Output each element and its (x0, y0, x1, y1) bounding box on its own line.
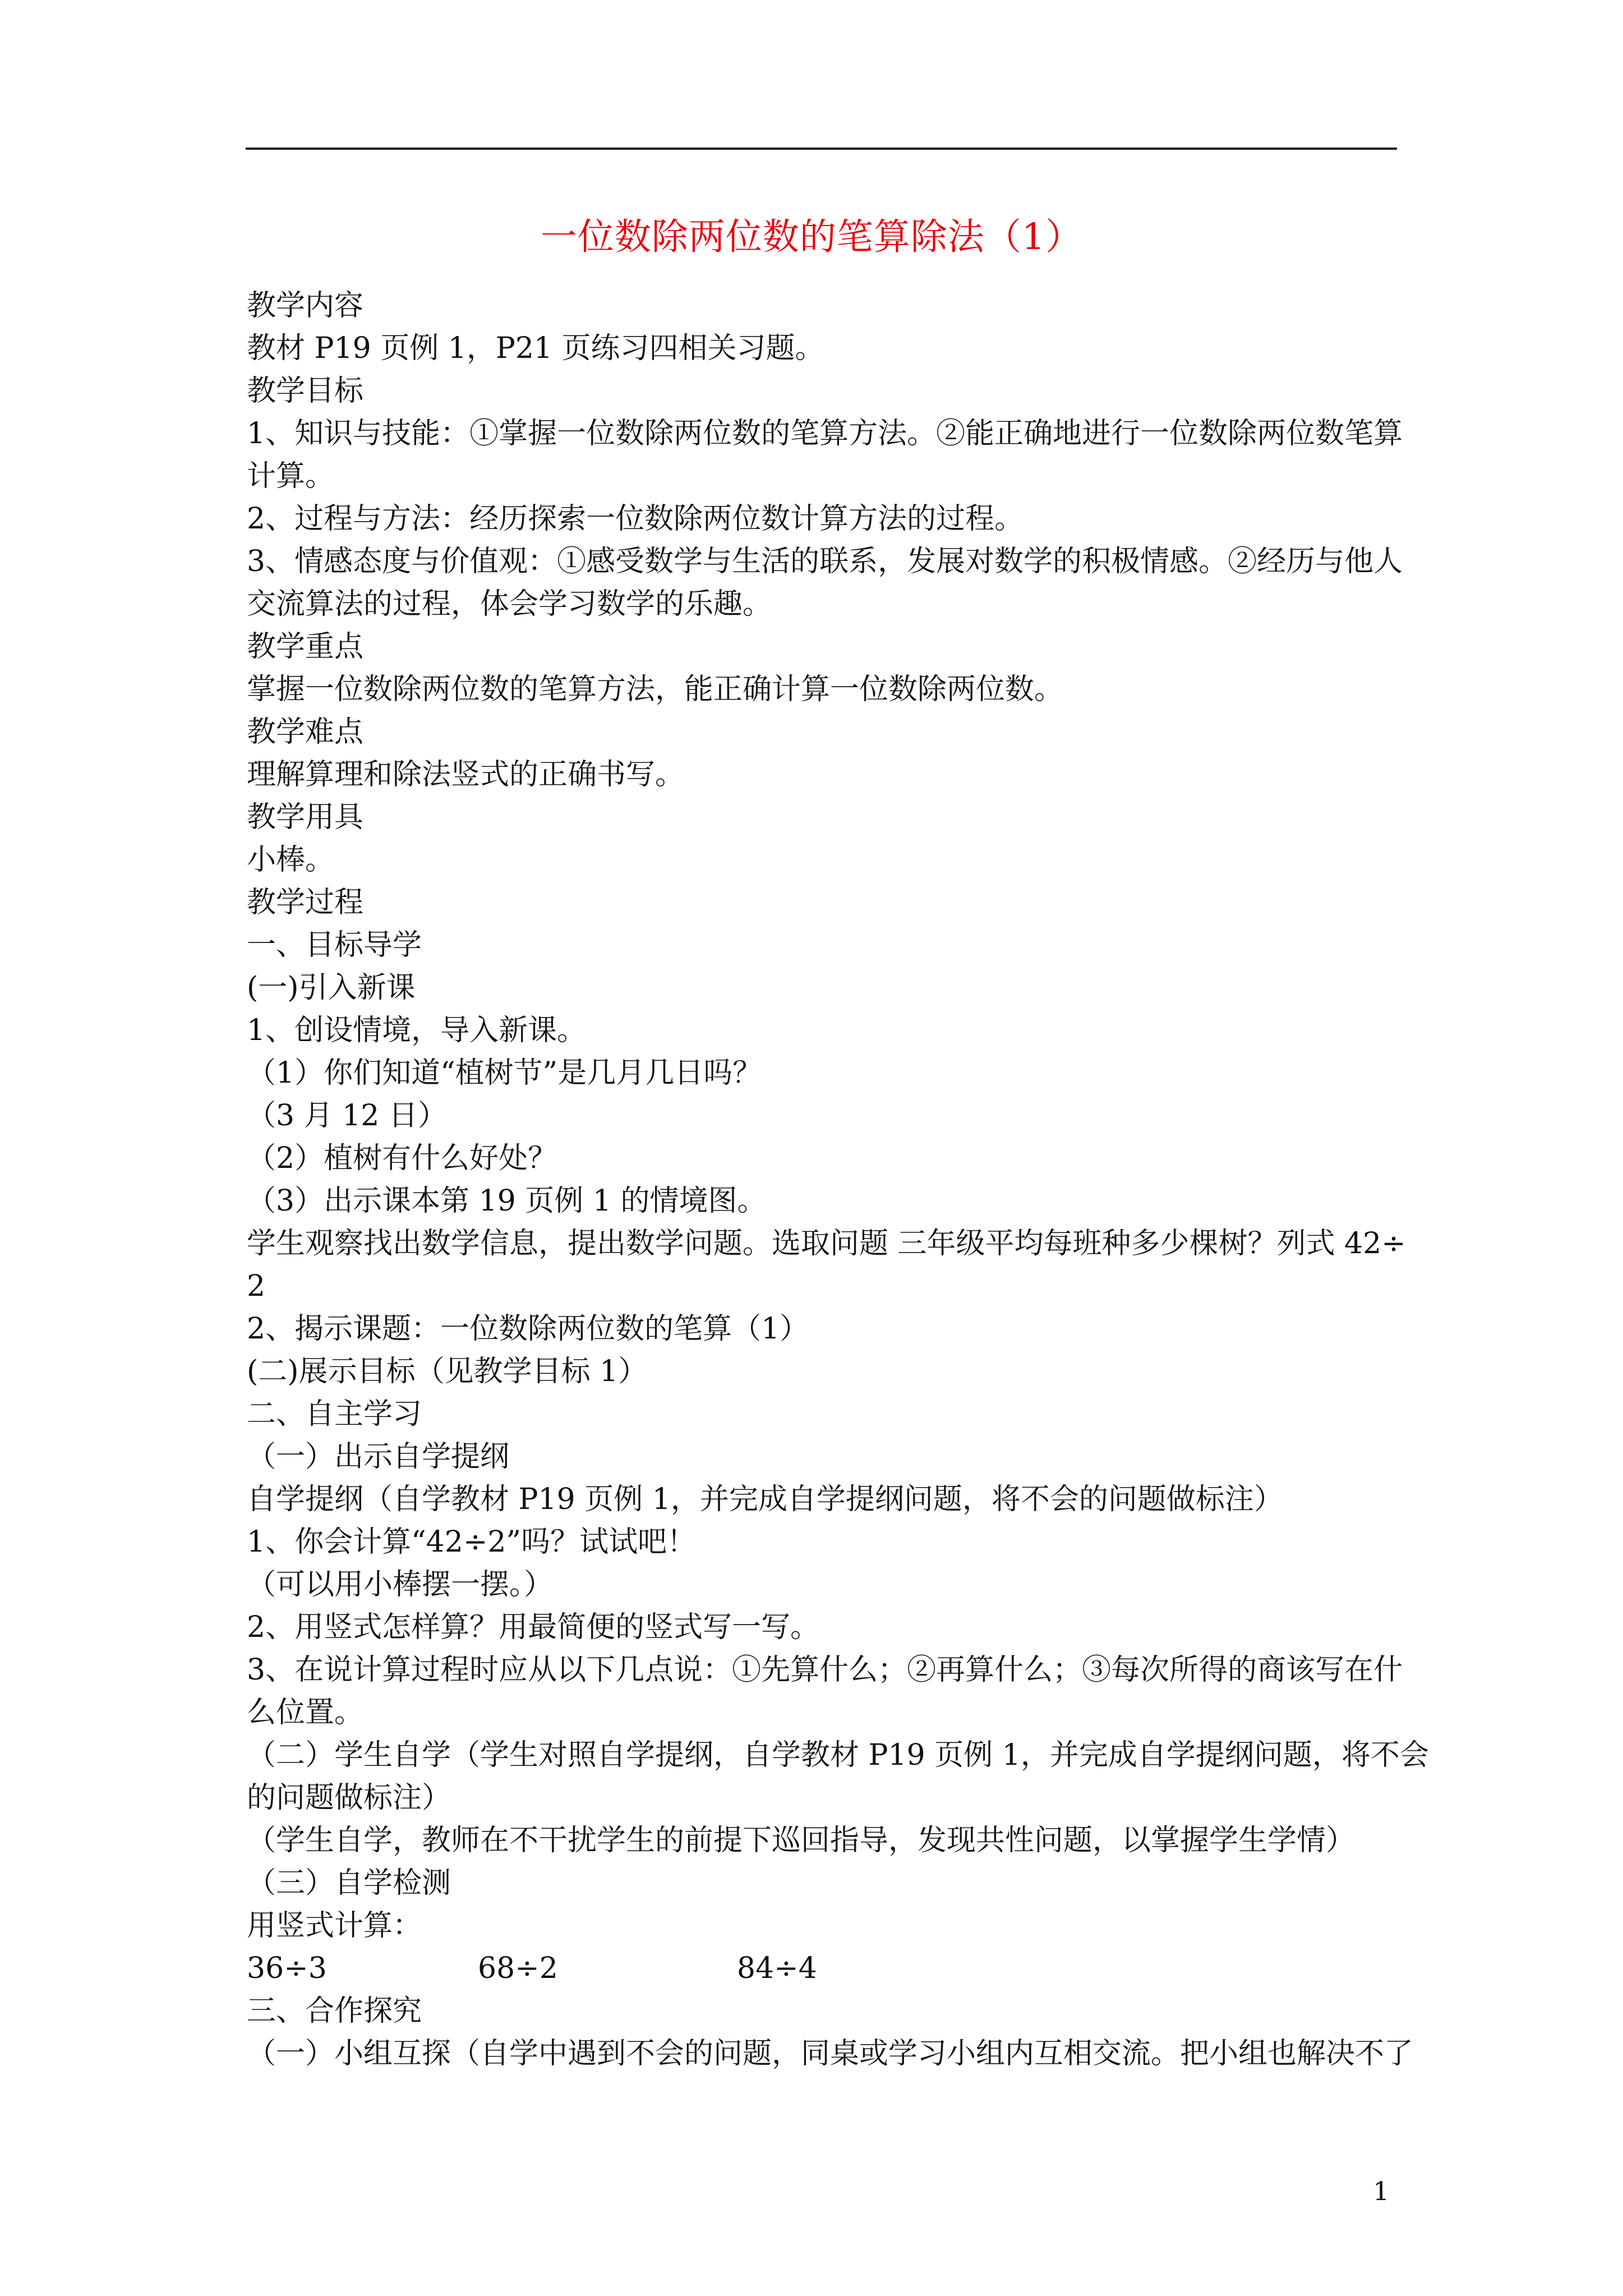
text-line: （三）自学检测 (247, 1866, 451, 1900)
text-line: 交流算法的过程，体会学习数学的乐趣。 (247, 587, 772, 621)
text-line: 自学提纲（自学教材 P19 页例 1，并完成自学提纲问题，将不会的问题做标注） (247, 1483, 1283, 1516)
text-line: 2、过程与方法：经历探索一位数除两位数计算方法的过程。 (247, 502, 1024, 536)
calculation-row (247, 1947, 1393, 1990)
text-line: （3 月 12 日） (247, 1099, 447, 1133)
text-line: 1、你会计算“42÷2”吗？试试吧！ (247, 1525, 697, 1559)
text-line: 么位置。 (247, 1696, 364, 1729)
text-line: 3、情感态度与价值观：①感受数学与生活的联系，发展对数学的积极情感。②经历与他人 (247, 545, 1403, 578)
text-line: 教学难点 (247, 715, 364, 749)
text-line: （3）出示课本第 19 页例 1 的情境图。 (247, 1184, 767, 1218)
calculation-item: 84÷4 (737, 1952, 817, 1985)
text-line: （可以用小棒摆一摆。） (247, 1568, 554, 1602)
text-line: 的问题做标注） (247, 1781, 451, 1815)
header-rule (246, 148, 1397, 150)
text-line: 一、目标导学 (247, 928, 422, 962)
text-line: （学生自学，教师在不干扰学生的前提下巡回指导，发现共性问题，以掌握学生学情） (247, 1824, 1355, 1857)
text-line: 二、自主学习 (247, 1397, 422, 1431)
paragraph-list (247, 284, 1429, 1947)
text-line: 教学过程 (247, 886, 364, 919)
text-line: 用竖式计算： (247, 1909, 422, 1943)
text-line: 学生观察找出数学信息，提出数学问题。选取问题 三年级平均每班种多少棵树？列式 42÷ (247, 1227, 1406, 1260)
text-line: 理解算理和除法竖式的正确书写。 (247, 758, 685, 792)
text-line: 2、揭示课题：一位数除两位数的笔算（1） (247, 1312, 809, 1346)
text-line: 教学用具 (247, 800, 364, 834)
text-line: （二）学生自学（学生对照自学提纲，自学教材 P19 页例 1，并完成自学提纲问题，将不会 (247, 1738, 1429, 1772)
document-body (247, 284, 1429, 2075)
text-line: 1、创设情境，导入新课。 (247, 1014, 587, 1047)
calculation-item: 68÷2 (478, 1952, 558, 1985)
text-line: （1）你们知道“植树节”是几月几日吗？ (247, 1056, 762, 1090)
text-line: 1、知识与技能：①掌握一位数除两位数的笔算方法。②能正确地进行一位数除两位数笔算 (247, 417, 1403, 450)
text-line: (一)引入新课 (247, 971, 416, 1005)
text-line: (二)展示目标（见教学目标 1） (247, 1355, 648, 1388)
text-line: （一）小组互探（自学中遇到不会的问题，同桌或学习小组内互相交流。把小组也解决不了 (247, 2037, 1414, 2070)
text-line: 教学目标 (247, 374, 364, 408)
paragraph-list (247, 1990, 1414, 2075)
calculation-item: 36÷3 (247, 1952, 327, 1985)
text-line: （一）出示自学提纲 (247, 1440, 510, 1474)
text-line: 2 (247, 1269, 266, 1303)
text-line: （2）植树有什么好处？ (247, 1142, 557, 1175)
text-line: 教学内容 (247, 289, 364, 323)
text-line: 教学重点 (247, 630, 364, 664)
text-line: 计算。 (247, 459, 335, 493)
text-line: 小棒。 (247, 843, 335, 877)
text-line: 掌握一位数除两位数的笔算方法，能正确计算一位数除两位数。 (247, 673, 1064, 706)
page-number: 1 (1373, 2176, 1390, 2206)
text-line: 3、在说计算过程时应从以下几点说：①先算什么；②再算什么；③每次所得的商该写在什 (247, 1653, 1403, 1687)
text-line: 教材 P19 页例 1，P21 页练习四相关习题。 (247, 332, 824, 365)
text-line: 2、用竖式怎样算？用最简便的竖式写一写。 (247, 1611, 820, 1644)
text-line: 三、合作探究 (247, 1994, 422, 2028)
document-title: 一位数除两位数的笔算除法（1） (540, 216, 1083, 258)
